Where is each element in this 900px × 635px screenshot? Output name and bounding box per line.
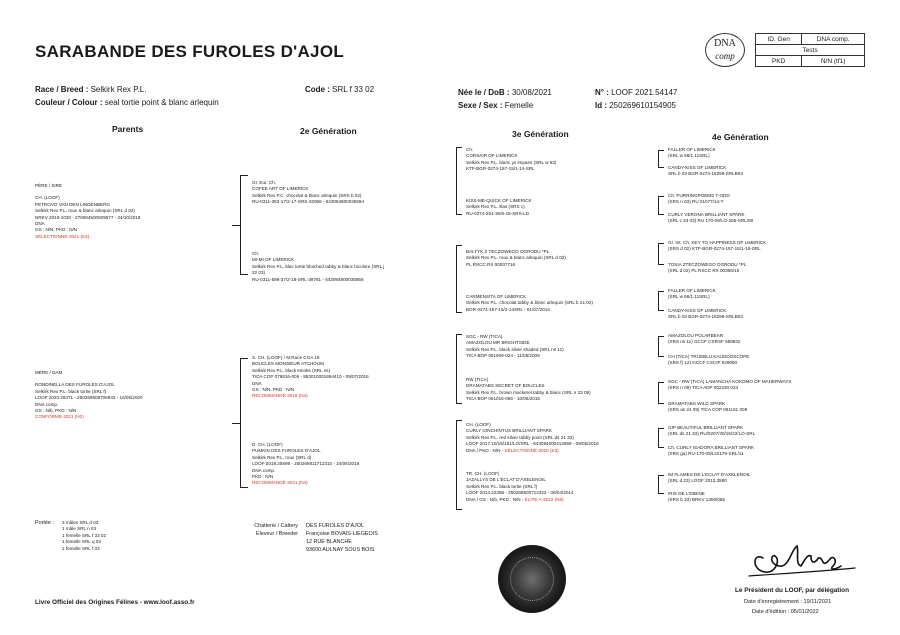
gen3-block: KISS-ME-QUICK OF LIMERICK Selkirk Rex P.L. lilas (SRS c) RU-0274-251-30/6-15-SRS-LD (466, 198, 532, 216)
dam-bracket (240, 358, 248, 488)
gen4-name: CH (TICA) TRUEBLU KALEIDOSCOPE (668, 354, 750, 359)
gen4-entry (668, 472, 751, 485)
gen4-bracket (658, 428, 664, 448)
dob-value: 30/08/2021 (511, 88, 552, 97)
gen4-name: FALLER OF LIMERICK (668, 147, 716, 152)
gen2-block: S. CH. (LOOF) / M.Race CGA 19 BOUCLES MONSIEUR ATCHOUM Selkirk Rex P.L. black smoke (SRL ns) TICA COP 076916-005 - 953010001694410 - 09/07/2016 DNA GS : N/N, PKD : N/N RECOMMANDÉ-2018 (N4) (252, 355, 369, 399)
idgen-cell: ID. Gen (756, 34, 802, 45)
gen4-name: Ch. PURRINGPOEMS T-ODD (668, 193, 730, 198)
gen4-bracket (658, 475, 664, 494)
sire-line: DNA (35, 221, 45, 227)
col-gen3-heading: 3e Génération (512, 129, 569, 139)
sire-note: SÉLECTIONNÉ-2021 (K3) (35, 233, 90, 239)
dam-line: GS : N/b, PKD : N/N (35, 408, 77, 414)
chatterie-label: Chatterie / Cattery (254, 523, 298, 529)
gen4-name: Ch. CURLY ISADORA BRILLIANT SPARK (668, 445, 755, 450)
dob-line (458, 88, 552, 97)
colour-line (35, 98, 219, 107)
code-line (305, 85, 374, 94)
chatterie-value: DES FUROLES D'AJOL (306, 523, 364, 529)
sire-line: Selkirk Rex P.L. roux & blanc arlequin (SRL d 02) (35, 208, 135, 214)
gen4-registration: (SRS n 03) RU 01077/14-T (668, 199, 724, 205)
gen4-name: FALLER OF LIMERICK (668, 288, 716, 293)
sexe-label: Sexe / Sex : (458, 101, 503, 110)
gen2-note: RECOMMANDÉ-2018 (N4) (252, 393, 308, 399)
gen3-note: SÉLECTIONNÉ-2020 (K3) (504, 447, 559, 453)
sire-line: CH. (LOOF) (35, 195, 60, 201)
gen3-name: CARMENSITA OF LIMERICK (466, 294, 527, 299)
gen4-name: CURLY VERONA BRILLIANT SPARK (668, 212, 745, 217)
dam-line: DNA comp. (35, 401, 59, 407)
dob-label: Née le / DoB : (458, 88, 510, 97)
portee-item: 1 femelle SRL f 33 02 (62, 532, 107, 538)
gen4-name: DRAMATABS WILD SPARK (668, 401, 726, 406)
gen4-name: TOSIA ZTECZOWEGO OGRODU *PL (668, 262, 747, 267)
couleur-value: seal tortie point & blanc arlequin (104, 98, 219, 107)
gen2-block: Ch. MI-MI OF LIMERICK Selkirk Rex P.L. blac tortie blotched tabby & blanc bicolore (SRL j 22 03) RU-0311-599-37/2-18-SRL-39781 - 643094800035856 (252, 251, 385, 282)
eleveur-address: 12 RUE BLANCHE (306, 539, 352, 545)
gen2-note: RECOMMANDÉ-2021 (N4) (252, 480, 308, 486)
id-label: Id : (595, 101, 607, 110)
dam-line: Selkirk Rex P.L. black tortie (SRL f) (35, 388, 107, 394)
date-edition: Date d'édition : 05/01/2022 (752, 609, 819, 615)
gen3-name: AMAZOLOU MR BRIGHTSIDE (466, 340, 530, 346)
dam-bracket-tick (232, 423, 240, 424)
gen4-entry (668, 262, 746, 275)
breed-line (35, 85, 146, 94)
sire-line: NRKV 2019-1030 - 276094500609577 - 24/10/2019 (35, 214, 141, 220)
gen4-registration: (SRL c 33 03) RU 170-09/LO-265-SRL/09 (668, 218, 754, 224)
gen4-name: AMAZOLOU POLARBEAR (668, 333, 724, 338)
date-enregistrement: Date d'enregistrement : 19/11/2021 (744, 599, 832, 605)
gen4-entry (668, 308, 743, 321)
sex-line (458, 101, 533, 110)
sexe-value: Femelle (504, 101, 534, 110)
gen4-bracket (658, 291, 664, 311)
gen4-entry (668, 445, 754, 458)
col-gen2-heading: 2e Génération (300, 126, 357, 136)
gen4-entry (668, 212, 753, 225)
cat-name-title: SARABANDE DES FUROLES D'AJOL (35, 42, 345, 61)
gen4-registration: (SRS as 24 09) TICA COP 091161 009 (668, 407, 748, 413)
gen3-block: SGC - RW (TICA) AMAZOLOU MR BRIGHTSIDE Selkirk Rex P.L. black silver shaded (SRL ns 11) TICA BOP 051909-024 - 11/05/2009 (466, 334, 564, 359)
gen4-name: IRIS DE L'EBENE (668, 491, 705, 496)
dam-note: CONFORME-2021 (H2) (35, 414, 84, 420)
gen3-block: RW (TICA) DRAMATABS SECRET OF BOUCLES Selkirk Rex P.L. brown mackerel tabby & blanc (SRL n 23 09) TICA BOP 061015-066 - 10/06/2015 (466, 377, 591, 402)
gen3-block: CH. (LOOF) CURLY GINCHINTUS BRILLIANT SPARK Selkirk Rex P.L. red silver tabby point (SRL ds 21 33) LOOF 2017.10/16/151/LO/SRL - 643094000412959 - 09/05/2016 DNA / PKD : N/N - SÉLECTIONNÉ-2020 (K3) (466, 422, 599, 453)
id-line (595, 101, 676, 110)
dam-line: LOOF 2020.28471 - 250269608706943 - 16/06/2020 (35, 395, 143, 401)
gen4-bracket (658, 243, 664, 265)
gen4-name: Gr. Int. Ch. KEY TO HAPPINESS OF LIMERICK (668, 240, 767, 245)
gen4-entry (668, 193, 730, 206)
portee-item: 1 femelle SRL q 03 (62, 539, 101, 545)
dam-line: MÈRE / DAM (35, 370, 63, 375)
gen2-block: D. CH. (LOOF) PUMKIN DES FUROLES D'AJOL Selkirk Rex P.L. roux (SRL d) LOOF 2019.25899 - 250269811712310 - 24/06/2019 DNA comp. PKD : N/N RECOMMANDÉ-2021 (N4) (252, 442, 360, 486)
gen4-registration: (SRS f) 12) GCCF CSCIP 629060 (668, 360, 738, 366)
cattery-values (306, 522, 378, 554)
gen3-bracket (456, 245, 462, 313)
gen3-bracket (456, 420, 462, 510)
gen4-registration: (SRL d 23) LOOF 2013.3580 (668, 478, 727, 484)
gen4-entry (668, 165, 743, 178)
gen3-bracket (456, 334, 462, 404)
president-label: Le Président du LOOF, par délégation (735, 587, 849, 594)
gen3-note: ÉLITE A-2022 (N6) (524, 496, 564, 502)
footer-text: Livre Officiel des Origines Félines - www.loof.asso.fr (35, 599, 195, 606)
gen2-name: BOUCLES MONSIEUR ATCHOUM (252, 361, 324, 367)
gen3-block: Ch. CORSAIR OF LIMERICK Selkirk Rex P.L. blanc yx impairs (SRL w 63) KTF-BGR-0274-157-15/1-14-SRL (466, 147, 557, 172)
gen4-bracket (658, 150, 664, 168)
dnacomp-cell: DNA comp. (802, 34, 865, 45)
eleveur-label: Eleveur / Breeder (256, 531, 298, 537)
sire-bracket-tick (232, 225, 240, 226)
gen4-registration: SRL b 03 BGR-0274-16299-SRLB03 (668, 171, 743, 177)
portee-label: Portée : (35, 520, 54, 526)
gen4-registration: (SRS ns 11) GCCF CSRSF 658832 (668, 339, 741, 345)
gen4-entry (668, 491, 725, 504)
gen4-registration: (SRS d 02) KTF-BGR-0274-157-15/1-16-SRL (668, 246, 761, 252)
gen4-registration: SRL b 03 BGR-0274-16299-SRLB03 (668, 314, 743, 320)
dam-name: RONDINELLA DES FUROLES D'AJOL (35, 382, 115, 388)
gen4-registration: (SRS b 33) BRKV 1306/065 (668, 497, 725, 503)
gen3-block: TR. CH. (LOOF) JAZALLYS DE L'ÉCLAT D'AXELENOIL Selkirk Rex P.L. black tortie (SRL f) LOOF 2014.22366 - 250269500712322 - 06/04/2014 DNA / GS : N/b, PKD : N/N - ÉLITE A-2022 (N6) (466, 471, 574, 502)
loof-seal-ring (510, 557, 554, 601)
sire-line: PÈRE / SIRE (35, 183, 63, 188)
sire-line: GS : N/N, PKD : N/N (35, 227, 78, 233)
dna-comp-logo: DNA comp (705, 33, 745, 67)
tests-cell: Tests (756, 45, 865, 56)
gen4-registration: (SRL w 68/1.11SRL) (668, 153, 710, 159)
portee-item: 1 femelle SRL f 03 (62, 545, 100, 551)
num-line (595, 88, 677, 97)
gen4-entry (668, 401, 747, 414)
gen3-name: DRAMATABS SECRET OF BOUCLES (466, 383, 545, 389)
gen3-bracket (456, 147, 462, 215)
gen4-name: IM FLAMES DE L'ECLAT D'AXELENOIL (668, 472, 751, 477)
gen3-name: BALTYK Z TECZOWEGO OGRODU *PL (466, 249, 550, 254)
num-value: LOOF 2021.54147 (611, 88, 678, 97)
gen4-registration: (SRS n 09) TICA ADP 002230 024 (668, 385, 739, 391)
gen3-block: BALTYK Z TECZOWEGO OGRODU *PL Selkirk Rex P.L. roux & blanc arlequin (SRL d 02) PL RSCC RX 00037716 (466, 249, 566, 267)
race-label: Race / Breed : (35, 85, 89, 94)
col-gen4-heading: 4e Génération (712, 132, 769, 142)
cattery-labels (228, 522, 298, 538)
col-parents-heading: Parents (112, 124, 144, 134)
gen4-entry (668, 354, 749, 367)
gen3-name: CORSAIR OF LIMERICK (466, 153, 518, 159)
num-label: N° : (595, 88, 609, 97)
sire-name: PETROVO VAN DEN LINDENBERG (35, 201, 110, 207)
gen4-entry (668, 333, 740, 346)
gen3-block: CARMENSITA OF LIMERICK Selkirk Rex P.L. chocolat tabby & blanc arlequin (SRL b 21 02) BGR-0274-157-16/2-14SRL - 01/07/2014 (466, 294, 593, 312)
id-value: 250269610154905 (609, 101, 676, 110)
race-value: Selkirk Rex P.L. (90, 85, 147, 94)
gen4-entry (668, 147, 716, 160)
gen3-name: CURLY GINCHINTUS BRILLIANT SPARK (466, 428, 552, 434)
eleveur-city: 93600 AULNAY SOUS BOIS (306, 547, 375, 553)
gen3-name: JAZALLYS DE L'ÉCLAT D'AXELENOIL (466, 477, 546, 483)
gen4-name: CANDY-KISS OF LIMERICK (668, 165, 727, 170)
pkd-value-cell: N/N (tf1) (802, 56, 865, 67)
gen4-bracket (658, 336, 664, 357)
gen4-name: GIP BEAUTIFUL BRILLIANT SPARK (668, 425, 744, 430)
gen4-registration: (SRS gu) RU-170-09/LO/179-SRL/11 (668, 451, 744, 457)
dam-block (35, 370, 143, 421)
gen4-name: CANDY-KISS OF LIMERICK (668, 308, 727, 313)
gen4-registration: (SRL d 02) PL RSCC RX 00366/15 (668, 268, 740, 274)
gen2-block: Gr. Eur. Ch. COFEE ART OF LIMERICK Selkirk Rex P.C. chocolat & blanc arlequin (SRS b 02) RU-0311-353-17/2-17-SRS-32066 - 643094800035694 (252, 180, 365, 205)
eleveur-value: Françoise BOVAIS-LIEGEOIS (306, 531, 378, 537)
gen4-registration: (SRL ds 21 33) RU/0207/30/15/22/LO-SRL (668, 431, 756, 437)
gen4-bracket (658, 196, 664, 215)
gen3-name: KISS-ME-QUICK OF LIMERICK (466, 198, 532, 203)
gen4-entry (668, 425, 755, 438)
code-value: SRL f 33 02 (332, 85, 375, 94)
portee-list (62, 520, 106, 552)
sire-bracket (240, 175, 248, 275)
sire-block (35, 183, 141, 240)
code-label: Code : (305, 85, 330, 94)
portee-item: 1 mâle SRL n 03 (62, 526, 97, 532)
gen4-name: SGC - RW (TICA) LAMANCHA KOKOMO OF MAHERWAYS (668, 379, 792, 384)
gen2-name: COFEE ART OF LIMERICK (252, 186, 309, 192)
gen4-entry (668, 288, 716, 301)
gen2-name: MI-MI OF LIMERICK (252, 257, 295, 263)
president-signature (745, 530, 860, 582)
portee-item: 3 mâles SRL d 03 (62, 520, 99, 525)
pkd-cell: PKD (756, 56, 802, 67)
gen4-registration: (SRL w 68/1.11SRL) (668, 294, 710, 300)
gen4-entry (668, 240, 766, 253)
couleur-label: Couleur / Colour : (35, 98, 103, 107)
gen4-bracket (658, 382, 664, 404)
genetic-tests-table (755, 33, 865, 67)
gen2-name: PUMKIN DES FUROLES D'AJOL (252, 448, 321, 454)
gen4-entry (668, 379, 791, 392)
